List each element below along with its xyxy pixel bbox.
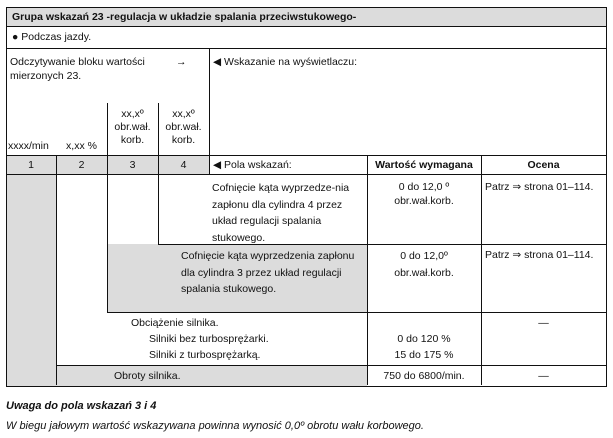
row2-rating: —	[538, 317, 549, 329]
row3-rating: Patrz ⇒ strona 01–114.	[485, 249, 594, 261]
note-text: W biegu jałowym wartość wskazywana powinna wynosić 0,0º obrotu wału korbowego.	[6, 420, 424, 432]
field-number-1: 1	[28, 159, 34, 171]
note-title: Uwaga do pola wskazań 3 i 4	[6, 400, 157, 412]
field4-unit-l2: obr.wał.	[165, 121, 202, 133]
line-h3	[6, 155, 606, 156]
triangle-left-icon: ◀	[213, 159, 222, 171]
col-fields-label: Pola wskazań:	[224, 159, 292, 171]
page-title: Grupa wskazań 23 -regulacja w układzie spalania przeciwstukowego-	[12, 11, 357, 23]
line-v-56	[56, 155, 57, 385]
row4-req-l2: obr.wał.korb.	[394, 195, 454, 207]
row4-required	[367, 180, 481, 208]
row4-rating: Patrz ⇒ strona 01–114.	[485, 181, 594, 193]
line-h6	[107, 312, 606, 313]
row3-desc: Cofnięcie kąta wyprzedzenia zapłonu dla cylindra 3 przez układ regulacji spalania stukowego.	[181, 250, 355, 295]
row2-req-l1: 0 do 120 %	[397, 333, 451, 345]
row1-desc: Obroty silnika.	[114, 370, 181, 382]
row4-req-l1: 0 do 12,0 º	[398, 181, 450, 193]
field4-unit-l3: korb.	[171, 134, 196, 146]
field-number-4: 4	[180, 159, 187, 171]
field3-unit	[107, 108, 158, 147]
col-required-header: Wartość wymagana	[375, 159, 473, 171]
line-h1	[6, 26, 606, 27]
row4-desc: Cofnięcie kąta wyprzedze-nia zapłonu dla cylindra 4 przez układ regulacji spalania stukowego.	[212, 182, 350, 244]
col-rating-header: Ocena	[527, 159, 560, 171]
row2-title: Obciążenie silnika.	[131, 317, 219, 329]
field-number-2: 2	[78, 159, 85, 171]
row2-req-l2: 15 do 175 %	[394, 349, 454, 361]
display-label-text: Wskazanie na wyświetlaczu:	[224, 56, 358, 68]
row3-required	[367, 248, 481, 282]
field-number-3: 3	[129, 159, 136, 171]
line-h2	[6, 48, 606, 49]
row3-req-l1: 0 do 12,0º	[400, 250, 448, 262]
display-label	[213, 55, 357, 69]
field1-unit: xxxx/min	[8, 140, 49, 152]
col-fields-header	[213, 158, 292, 172]
bullet-icon: ●	[12, 31, 19, 43]
row2-line2: Silniki z turbosprężarką.	[149, 349, 261, 361]
row2-line1: Silniki bez turbosprężarki.	[149, 333, 269, 345]
row1-rating: —	[538, 370, 549, 382]
reading-label: Odczytywanie bloku wartości mierzonych 23.	[10, 56, 145, 82]
field4-unit	[158, 108, 209, 147]
condition-text: Podczas jazdy.	[21, 31, 92, 43]
line-h4	[6, 174, 606, 175]
condition-line	[12, 30, 91, 44]
line-h7	[56, 365, 606, 366]
triangle-left-icon: ◀	[213, 56, 222, 68]
row1-required: 750 do 6800/min.	[383, 370, 465, 382]
line-v-481	[481, 155, 482, 385]
row3-req-l2: obr.wał.korb.	[394, 267, 454, 279]
arrow-right-icon: →	[176, 56, 187, 68]
field4-unit-value: xx,xº	[172, 108, 195, 120]
line-v-209	[209, 48, 210, 175]
field2-unit: x,xx %	[66, 140, 97, 152]
field3-unit-l3: korb.	[120, 134, 145, 146]
field3-unit-l2: obr.wał.	[114, 121, 151, 133]
field3-unit-value: xx,xº	[121, 108, 144, 120]
